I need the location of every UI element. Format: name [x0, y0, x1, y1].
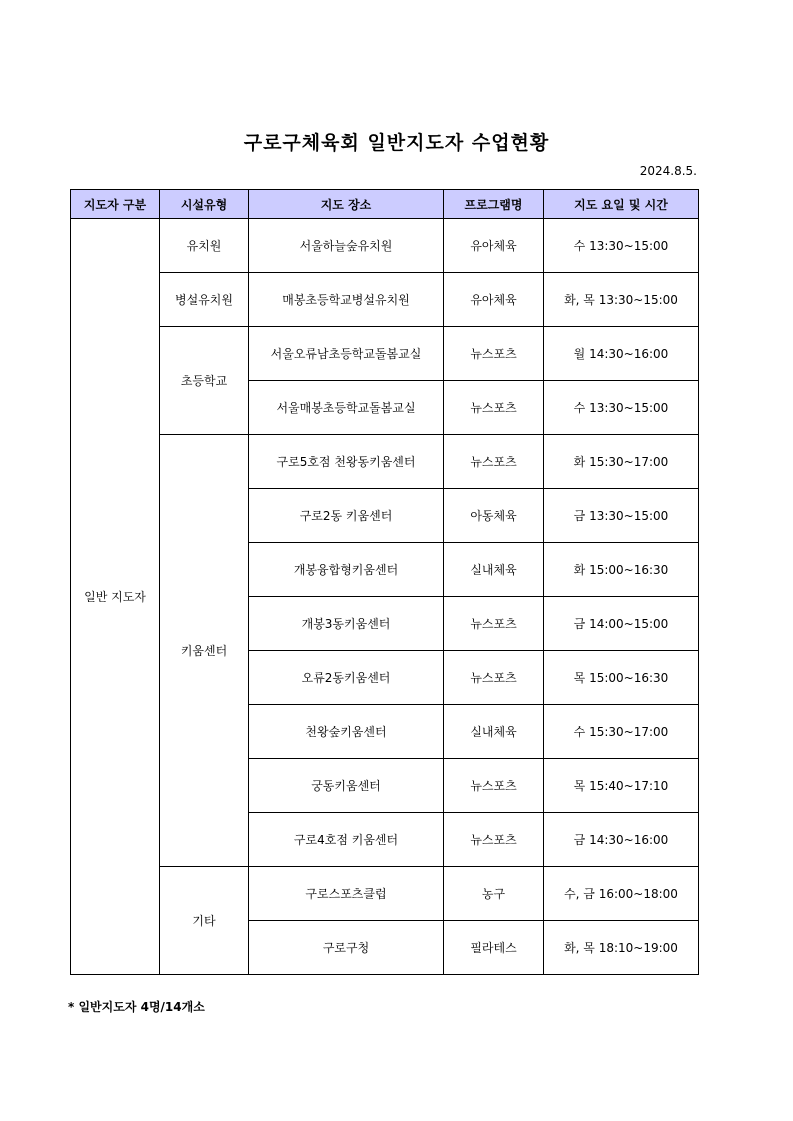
page-title: 구로구체육회 일반지도자 수업현황 — [243, 132, 550, 154]
schedule-cell: 수 13:30~15:00 — [544, 219, 699, 273]
schedule-cell: 화 15:30~17:00 — [544, 435, 699, 489]
program-cell: 뉴스포츠 — [444, 813, 544, 867]
place-cell: 서울하늘숲유치원 — [249, 219, 444, 273]
instructor-type-cell: 일반 지도자 — [71, 219, 160, 975]
schedule-table — [70, 189, 699, 975]
place-cell: 서울매봉초등학교돌봄교실 — [249, 381, 444, 435]
program-cell: 뉴스포츠 — [444, 759, 544, 813]
facility-type-cell: 유치원 — [160, 219, 249, 273]
document-date: 2024.8.5. — [639, 164, 697, 178]
header-program: 프로그램명 — [444, 190, 544, 219]
schedule-cell: 금 13:30~15:00 — [544, 489, 699, 543]
program-cell: 유아체육 — [444, 273, 544, 327]
schedule-cell: 화, 목 18:10~19:00 — [544, 921, 699, 975]
header-facility-type: 시설유형 — [160, 190, 249, 219]
facility-type-cell: 기타 — [160, 867, 249, 975]
place-cell: 개봉융합형키움센터 — [249, 543, 444, 597]
place-cell: 구로4호점 키움센터 — [249, 813, 444, 867]
table-header-row — [71, 190, 699, 219]
place-cell: 구로2동 키움센터 — [249, 489, 444, 543]
program-cell: 뉴스포츠 — [444, 651, 544, 705]
place-cell: 개봉3동키움센터 — [249, 597, 444, 651]
schedule-cell: 화 15:00~16:30 — [544, 543, 699, 597]
facility-type-cell: 키움센터 — [160, 435, 249, 867]
table-row — [71, 219, 699, 273]
place-cell: 궁동키움센터 — [249, 759, 444, 813]
place-cell: 천왕숲키움센터 — [249, 705, 444, 759]
header-schedule: 지도 요일 및 시간 — [544, 190, 699, 219]
table-row — [71, 273, 699, 327]
place-cell: 구로5호점 천왕동키움센터 — [249, 435, 444, 489]
header-place: 지도 장소 — [249, 190, 444, 219]
table-row — [71, 327, 699, 381]
place-cell: 서울오류남초등학교돌봄교실 — [249, 327, 444, 381]
program-cell: 뉴스포츠 — [444, 327, 544, 381]
program-cell: 유아체육 — [444, 219, 544, 273]
program-cell: 실내체육 — [444, 705, 544, 759]
footnote-summary: * 일반지도자 4명/14개소 — [68, 1000, 205, 1014]
program-cell: 뉴스포츠 — [444, 597, 544, 651]
schedule-cell: 금 14:00~15:00 — [544, 597, 699, 651]
schedule-cell: 월 14:30~16:00 — [544, 327, 699, 381]
place-cell: 구로구청 — [249, 921, 444, 975]
schedule-cell: 수 15:30~17:00 — [544, 705, 699, 759]
facility-type-cell: 병설유치원 — [160, 273, 249, 327]
table-row — [71, 867, 699, 921]
program-cell: 농구 — [444, 867, 544, 921]
schedule-cell: 목 15:40~17:10 — [544, 759, 699, 813]
program-cell: 뉴스포츠 — [444, 381, 544, 435]
program-cell: 뉴스포츠 — [444, 435, 544, 489]
program-cell: 아동체육 — [444, 489, 544, 543]
schedule-cell: 수, 금 16:00~18:00 — [544, 867, 699, 921]
facility-type-cell: 초등학교 — [160, 327, 249, 435]
table-row — [71, 435, 699, 489]
schedule-cell: 목 15:00~16:30 — [544, 651, 699, 705]
program-cell: 필라테스 — [444, 921, 544, 975]
schedule-cell: 수 13:30~15:00 — [544, 381, 699, 435]
place-cell: 매봉초등학교병설유치원 — [249, 273, 444, 327]
schedule-cell: 화, 목 13:30~15:00 — [544, 273, 699, 327]
place-cell: 오류2동키움센터 — [249, 651, 444, 705]
place-cell: 구로스포츠클럽 — [249, 867, 444, 921]
schedule-cell: 금 14:30~16:00 — [544, 813, 699, 867]
header-instructor-type: 지도자 구분 — [71, 190, 160, 219]
program-cell: 실내체육 — [444, 543, 544, 597]
